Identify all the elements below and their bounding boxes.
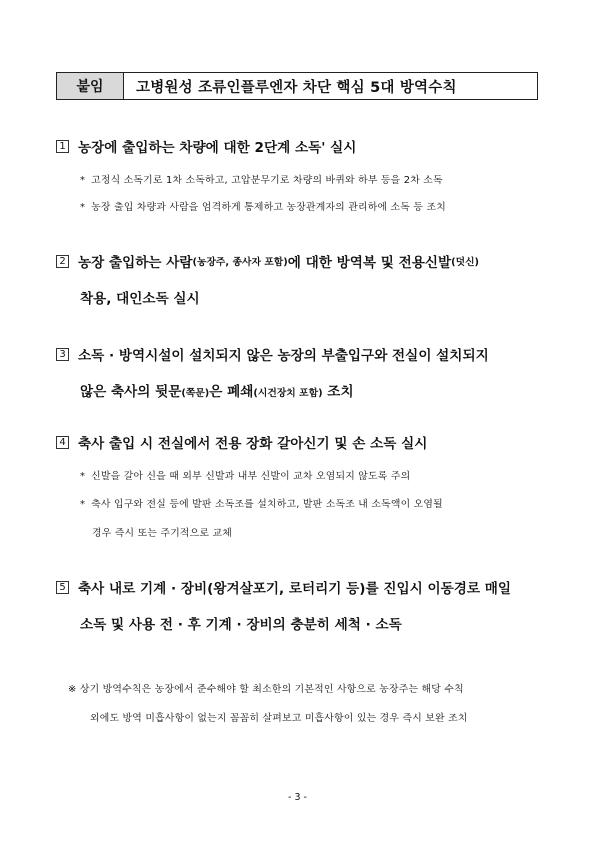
section-number: 5 (56, 581, 69, 594)
section-heading-part: 은 폐쇄 (209, 384, 254, 400)
section-1 (56, 136, 546, 156)
section-3 (56, 344, 546, 400)
bullet-text: 농장 출입 차량과 사람을 엄격하게 통제하고 농장관계자의 관리하에 소독 등 조치 (91, 202, 446, 213)
bullet-text-continued: 경우 즉시 또는 주기적으로 교체 (92, 528, 232, 539)
note-line (68, 681, 548, 695)
bullet-mark: * (80, 499, 86, 510)
section-heading-part: 조치 (322, 384, 354, 400)
section-4 (56, 432, 546, 452)
section-heading-note: (덧신) (451, 257, 480, 268)
section-heading-note: (쪽문) (181, 388, 210, 399)
attachment-header (56, 72, 538, 100)
section-number: 3 (56, 348, 69, 361)
section-heading-continued: 소독 및 사용 전 · 후 기계 · 장비의 충분히 세척 · 소독 (80, 617, 402, 633)
section-number: 2 (56, 255, 69, 268)
section-heading-continued (56, 380, 546, 400)
bullet-mark: * (80, 175, 86, 186)
section-2 (56, 251, 546, 307)
section-heading-continued: 착용, 대인소독 실시 (80, 291, 200, 307)
page-number: - 3 - (288, 792, 307, 803)
section-number: 1 (56, 140, 69, 153)
section-heading-note: (농장주, 종사자 포함) (192, 257, 288, 268)
reference-mark-icon: ※ (68, 684, 77, 695)
section-heading: 소독 · 방역시설이 설치되지 않은 농장의 부출입구와 전실이 설치되지 (78, 348, 489, 364)
section-heading: 농장에 출입하는 차량에 대한 2단계 소독' 실시 (78, 140, 357, 156)
bullet-text: 신발을 갈아 신을 때 외부 신발과 내부 신발이 교차 오염되지 않도록 주의 (91, 471, 411, 482)
document-title: 고병원성 조류인플루엔자 차단 핵심 5대 방역수칙 (136, 79, 457, 96)
bullet-mark: * (80, 471, 86, 482)
note-text-continued: 외에도 방역 미흡사항이 없는지 꼼꼼히 살펴보고 미흡사항이 있는 경우 즉시 보완 조치 (90, 713, 468, 724)
section-5 (56, 577, 546, 633)
attachment-tag: 붙임 (57, 73, 124, 99)
bullet-mark: * (80, 202, 86, 213)
section-heading: 축사 출입 시 전실에서 전용 장화 갈아신기 및 손 소독 실시 (78, 436, 428, 452)
section-heading-part: 않은 축사의 뒷문 (80, 384, 182, 400)
section-heading-part: 농장 출입하는 사람 (78, 255, 193, 271)
bullet-text: 고정식 소독기로 1차 소독하고, 고압분무기로 차량의 바퀴와 하부 등을 2차 소독 (91, 175, 443, 186)
section-heading-note: (시건장치 포함) (253, 388, 323, 399)
section-number: 4 (56, 436, 69, 449)
bullet-item (80, 468, 550, 482)
section-heading: 축사 내로 기계 · 장비(왕겨살포기, 로터리기 등)를 진입시 이동경로 매일 (78, 581, 512, 597)
bullet-text: 축사 입구와 전실 등에 발판 소독조를 설치하고, 발판 소독조 내 소독액이 오염될 (91, 499, 443, 510)
bullet-item (80, 496, 550, 510)
bullet-item (80, 199, 550, 213)
bullet-item (80, 172, 550, 186)
section-heading-part: 에 대한 방역복 및 전용신발 (287, 255, 452, 271)
note-text: 상기 방역수칙은 농장에서 준수해야 할 최소한의 기본적인 사항으로 농장주는 해당 수칙 (79, 684, 464, 695)
